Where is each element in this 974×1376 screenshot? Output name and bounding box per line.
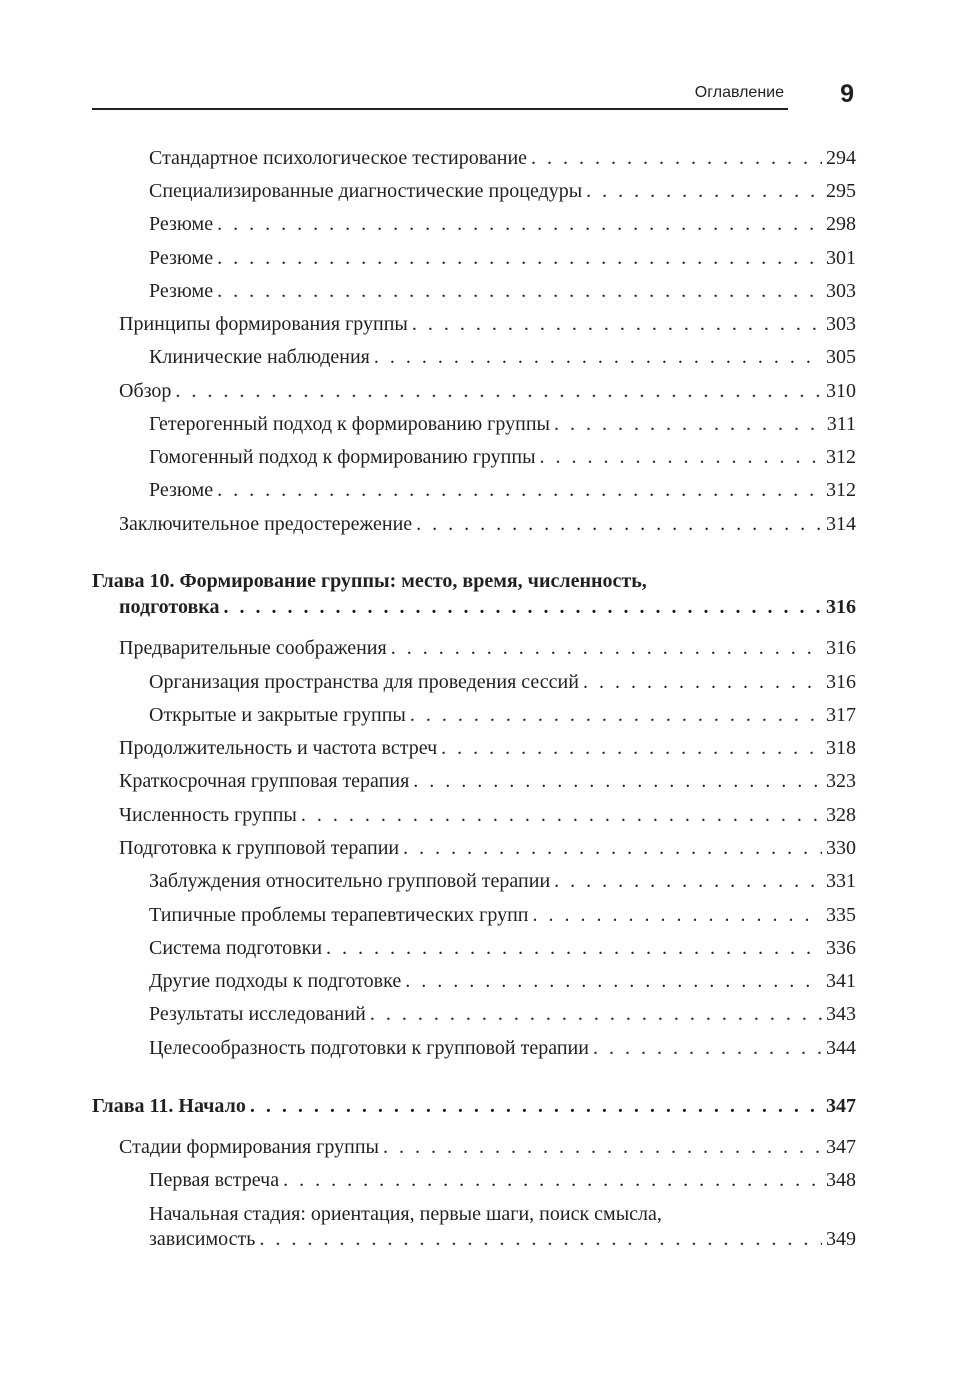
toc-entry-title: Резюме (149, 213, 214, 235)
toc-entry (119, 836, 856, 860)
toc-entry (149, 869, 856, 893)
toc-entry (149, 1227, 856, 1251)
toc-entry-title: Типичные проблемы терапевтических групп (149, 904, 529, 926)
dot-leader (391, 636, 822, 660)
toc-entry-page: 295 (826, 180, 856, 202)
toc-entry-title: Первая встреча (149, 1169, 280, 1191)
toc-entry-title: Клинические наблюдения (149, 346, 370, 368)
toc-entry (119, 636, 856, 660)
toc-entry-title: Стадии формирования группы (119, 1136, 379, 1158)
toc-entry-title: Организация пространства для проведения сессий (149, 671, 579, 693)
toc-entry (149, 703, 856, 727)
dot-leader (301, 803, 822, 827)
toc-entry-title: Система подготовки (149, 937, 323, 959)
toc-entry-title: Краткосрочная групповая терапия (119, 770, 410, 792)
dot-leader (374, 345, 822, 369)
toc-entry-page: 347 (826, 1095, 856, 1117)
toc-entry (149, 1002, 856, 1026)
toc-entry (119, 379, 856, 403)
dot-leader (175, 379, 822, 403)
page-number: 9 (840, 80, 854, 108)
toc-entry-page: 344 (826, 1037, 856, 1059)
toc-entry-page: 298 (826, 213, 856, 235)
toc-entry-title: Открытые и закрытые группы (149, 704, 406, 726)
chapter-11-entry (92, 1094, 856, 1118)
toc-entry-title: Продолжительность и частота встреч (119, 737, 438, 759)
running-header-title: Оглавление (694, 84, 784, 101)
toc-entry (119, 512, 856, 536)
dot-leader (540, 445, 822, 469)
toc-entry (149, 345, 856, 369)
dot-leader (533, 903, 822, 927)
toc-entry-title: Обзор (119, 380, 172, 402)
toc-entry-page: 294 (826, 147, 856, 169)
toc-entry (149, 1168, 856, 1192)
dot-leader (554, 412, 823, 436)
toc-entry-title: Стандартное психологическое тестирование (149, 147, 528, 169)
dot-leader (412, 312, 822, 336)
toc-entry (119, 736, 856, 760)
toc-entry (149, 279, 856, 303)
toc-entry-page: 331 (826, 870, 856, 892)
dot-leader (259, 1227, 822, 1251)
dot-leader (250, 1094, 822, 1118)
dot-leader (583, 670, 822, 694)
header-rule (92, 108, 788, 110)
toc-entry-page: 316 (826, 637, 856, 659)
toc-entry-title: подготовка (119, 596, 220, 618)
toc-entry-page: 303 (826, 280, 856, 302)
toc-entry-title: Другие подходы к подготовке (149, 970, 402, 992)
dot-leader (383, 1135, 822, 1159)
toc-entry-page: 349 (826, 1228, 856, 1250)
toc-entry (119, 803, 856, 827)
toc-entry-page: 310 (826, 380, 856, 402)
running-header (92, 80, 868, 124)
toc-entry-title: Целесообразность подготовки к групповой терапии (149, 1037, 589, 1059)
dot-leader (413, 769, 822, 793)
toc-entry-title: Принципы формирования группы (119, 313, 408, 335)
toc-entry-page: 323 (826, 770, 856, 792)
toc-entry-page: 317 (826, 704, 856, 726)
toc-entry (119, 769, 856, 793)
dot-leader (410, 703, 822, 727)
dot-leader (531, 146, 822, 170)
dot-leader (283, 1168, 822, 1192)
dot-leader (586, 179, 822, 203)
toc-entry-page: 305 (826, 346, 856, 368)
toc-entry-page: 312 (826, 479, 856, 501)
toc-entry (149, 212, 856, 236)
toc-entry (149, 670, 856, 694)
toc-entry (149, 478, 856, 502)
toc-entry-page: 328 (826, 804, 856, 826)
toc-entry-page: 311 (826, 413, 856, 435)
dot-leader (370, 1002, 822, 1026)
toc-entry (149, 179, 856, 203)
toc-entry-page: 336 (826, 937, 856, 959)
dot-leader (217, 246, 822, 270)
toc-entry-title: Глава 11. Начало (92, 1095, 246, 1117)
toc-entry-page: 318 (826, 737, 856, 759)
toc-entry-title: Резюме (149, 280, 214, 302)
toc-entry-title: Заблуждения относительно групповой терапии (149, 870, 551, 892)
toc-entry-page: 341 (826, 970, 856, 992)
toc-entry-title: Резюме (149, 247, 214, 269)
toc-entry (119, 312, 856, 336)
toc-entry-title-line1: Начальная стадия: ориентация, первые шаги, поиск смысла, (149, 1203, 662, 1225)
toc-entry (149, 445, 856, 469)
toc-entry (149, 903, 856, 927)
toc-entry-title: Подготовка к групповой терапии (119, 837, 400, 859)
dot-leader (441, 736, 822, 760)
dot-leader (217, 212, 822, 236)
chapter-10-title-line1: Глава 10. Формирование группы: место, время, численность, (92, 570, 647, 592)
toc-entry-page: 301 (826, 247, 856, 269)
dot-leader (593, 1036, 822, 1060)
toc-entry (149, 412, 856, 436)
toc-entry-page: 314 (826, 513, 856, 535)
toc-entry-title: зависимость (149, 1228, 256, 1250)
toc-entry-title: Предварительные соображения (119, 637, 387, 659)
toc-entry-title: Специализированные диагностические процедуры (149, 180, 583, 202)
dot-leader (217, 478, 822, 502)
toc-entry (119, 1135, 856, 1159)
toc-entry-title: Заключительное предостережение (119, 513, 413, 535)
toc-entry-title: Численность группы (119, 804, 297, 826)
toc-entry (149, 146, 856, 170)
dot-leader (223, 595, 822, 619)
dot-leader (554, 869, 822, 893)
dot-leader (326, 936, 822, 960)
dot-leader (403, 836, 822, 860)
toc-entry-page: 348 (826, 1169, 856, 1191)
toc-entry-page: 343 (826, 1003, 856, 1025)
dot-leader (217, 279, 822, 303)
toc-entry-page: 303 (826, 313, 856, 335)
toc-entry (149, 936, 856, 960)
toc-entry (149, 1036, 856, 1060)
toc-entry-title: Результаты исследований (149, 1003, 366, 1025)
dot-leader (405, 969, 822, 993)
toc-entry-page: 316 (826, 596, 856, 618)
toc-entry-page: 312 (826, 446, 856, 468)
toc-entry (149, 246, 856, 270)
toc-entry-title: Резюме (149, 479, 214, 501)
toc-entry-page: 335 (826, 904, 856, 926)
toc-entry-page: 316 (826, 671, 856, 693)
toc-entry-title: Гетерогенный подход к формированию группы (149, 413, 550, 435)
toc-entry-page: 330 (826, 837, 856, 859)
chapter-10-entry (119, 595, 856, 619)
toc-entry-page: 347 (826, 1136, 856, 1158)
toc-entry (149, 969, 856, 993)
dot-leader (416, 512, 822, 536)
toc-entry-title: Гомогенный подход к формированию группы (149, 446, 536, 468)
